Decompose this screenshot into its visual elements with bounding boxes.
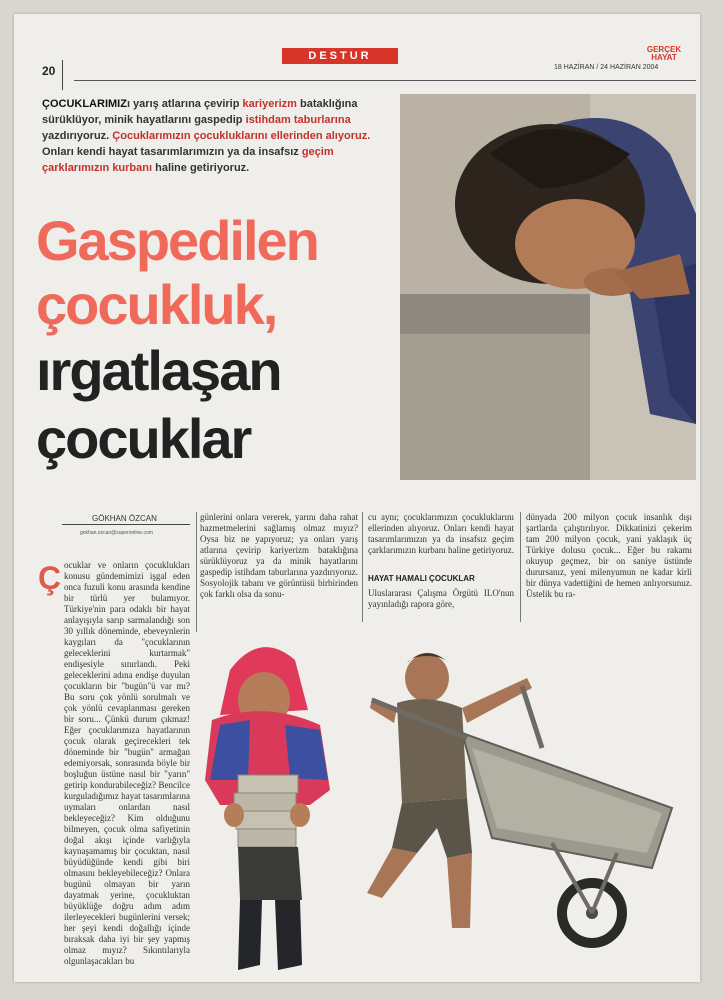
newspaper-page bbox=[14, 14, 700, 982]
intro-highlight: istihdam taburlarına bbox=[245, 114, 351, 126]
drop-cap: Ç bbox=[38, 560, 62, 596]
intro-text: ı yarış atlarına çevirip bbox=[126, 98, 243, 110]
intro-text: bataklığına sürüklüyor, minik hayatlarını gaspedip bbox=[42, 98, 358, 126]
intro-paragraph bbox=[42, 96, 387, 176]
header-rule bbox=[74, 80, 696, 81]
intro-highlight: geçim çarklarımızın kurbanı bbox=[42, 146, 334, 174]
body-column-3b: Uluslararası Çalışma Örgütü ILO'nun yayınladığı rapora göre, bbox=[368, 588, 514, 609]
intro-lead: ÇOCUKLARIMIZ bbox=[42, 98, 127, 110]
body-column-3: cu aynı; çocuklarımızın çocukluklarını ellerinden alıyoruz. Onları kendi hayat tasarımlarımızın ya da insafsız geçim çarklarımızın kurbanı haline getiriyoruz. bbox=[368, 512, 514, 555]
intro-highlight: kariyerizm bbox=[242, 98, 297, 110]
intro-text: haline getiriyoruz. bbox=[152, 162, 250, 174]
issue-date: 18 HAZİRAN / 24 HAZİRAN 2004 bbox=[554, 64, 659, 71]
child-carrying-bricks-photo bbox=[190, 630, 340, 982]
intro-highlight: Çocuklarımızın çocukluklarını ellerinden alıyoruz. bbox=[112, 130, 371, 142]
subheading: HAYAT HAMALI ÇOCUKLAR bbox=[368, 574, 475, 583]
column-divider bbox=[196, 512, 197, 632]
publication-logo: GERÇEK HAYAT bbox=[646, 45, 682, 62]
byline-rule bbox=[62, 524, 190, 525]
headline-line-2: çocukluk, bbox=[36, 273, 277, 336]
body-column-2: günlerini onlara vererek, yarını daha rahat hazmetmelerini sağlamış olmaz mıyız? Oysa biz ne yapıyoruz; ya onları yarış atlarına çevirip kariyerizm bataklığına sürüklüyoruz ya da minik hayatlarını gaspedip istihdam taburlarına yazdırıyoruz. Sosyolojik tabanı ve görüntüsü birbirinden çok farklı olsa da sonu- bbox=[200, 512, 358, 599]
child-wheelbarrow-photo bbox=[352, 638, 682, 958]
page-number: 20 bbox=[42, 64, 56, 78]
intro-text: yazdırıyoruz. bbox=[42, 130, 113, 142]
column-divider bbox=[362, 512, 363, 622]
headline-line-3: ırgatlaşan bbox=[36, 339, 281, 402]
section-label: DESTUR bbox=[282, 48, 398, 64]
body-column-1-start bbox=[64, 560, 190, 967]
body-column-4: dünyada 200 milyon çocuk insanlık dışı şartlarda çalıştırılıyor. Dikkatinizi çekerim tam 200 milyon çocuk, yani yaklaşık üç Türkiye dolusu çocuk... Eğer bu rakamı okuyup geçmez, bir on saniye üstünde durursanız, yeni milenyumun ne kadar kirli bir dünya vadettiğini de hemen anlıyorsunuz. Üstelik bu ra- bbox=[526, 512, 692, 599]
main-photo bbox=[400, 94, 696, 480]
author-email: gokhan.ozcan@superonline.com bbox=[80, 530, 153, 536]
headline-line-1: Gaspedilen bbox=[36, 209, 318, 272]
author-name: GÖKHAN ÖZCAN bbox=[92, 514, 157, 523]
intro-text: Onları kendi hayat tasarımlarımızın ya da insafsız bbox=[42, 146, 302, 158]
body-column-1-text: ocuklar ve onların çocuklukları konusu gündemimizi işgal eden onca fuzuli konu arasında kendine bir türlü yer bulamıyor. Türkiye'nin para odaklı bir hayat anlayışıyla sarıp sarmalandığı son 30 yıllık döneminde, ebeveynlerin kaygıları da "çocuklarının geleceklerini kurtarmak" endişesiyle sınırlandı. Peki geleceklerini adına endişe duyulan çocukların bir "bugün"ü var mı? Bu soru çok yönlü sorulmalı ve çok yönlü cevaplanması gereken bir soru... Çünkü durum çıkmaz! Eğer çocuklarımıza hayatlarının çocuk olarak geçirecekleri tek döneminde bir "bugün" armağan edemiyorsak, sonrasında böyle bir boşluğun üstüne nasıl bir "yarın" getirip kondurabileceğiz? Bencilce kurguladığımız hayat tasarımlarına uymaları onlardan nasıl bekleyeceğiz? Kim olduğunu bilmeyen, çocuk olma safiyetinin doğal akışı içinde varlığıyla kaynaşamamış bir çocuktan, nasıl büyüdüğünde kendi gibi biri olmasını bekleyebileceğiz? Onlara bugünü olmayan bir yarın dayatmak yerine, çocukluktan büyüklüğe doğru adım adım ilerleyecekleri bugünlerini versek; her şeyi kendi doğallığı içinde bıraksak daha iyi bir şey yapmış olmaz mıyız? Sıkıntılarıyla olgunlaşacakları bu bbox=[64, 560, 190, 966]
headline-line-4: çocuklar bbox=[36, 407, 251, 470]
column-divider bbox=[520, 512, 521, 622]
header-divider bbox=[62, 60, 63, 90]
